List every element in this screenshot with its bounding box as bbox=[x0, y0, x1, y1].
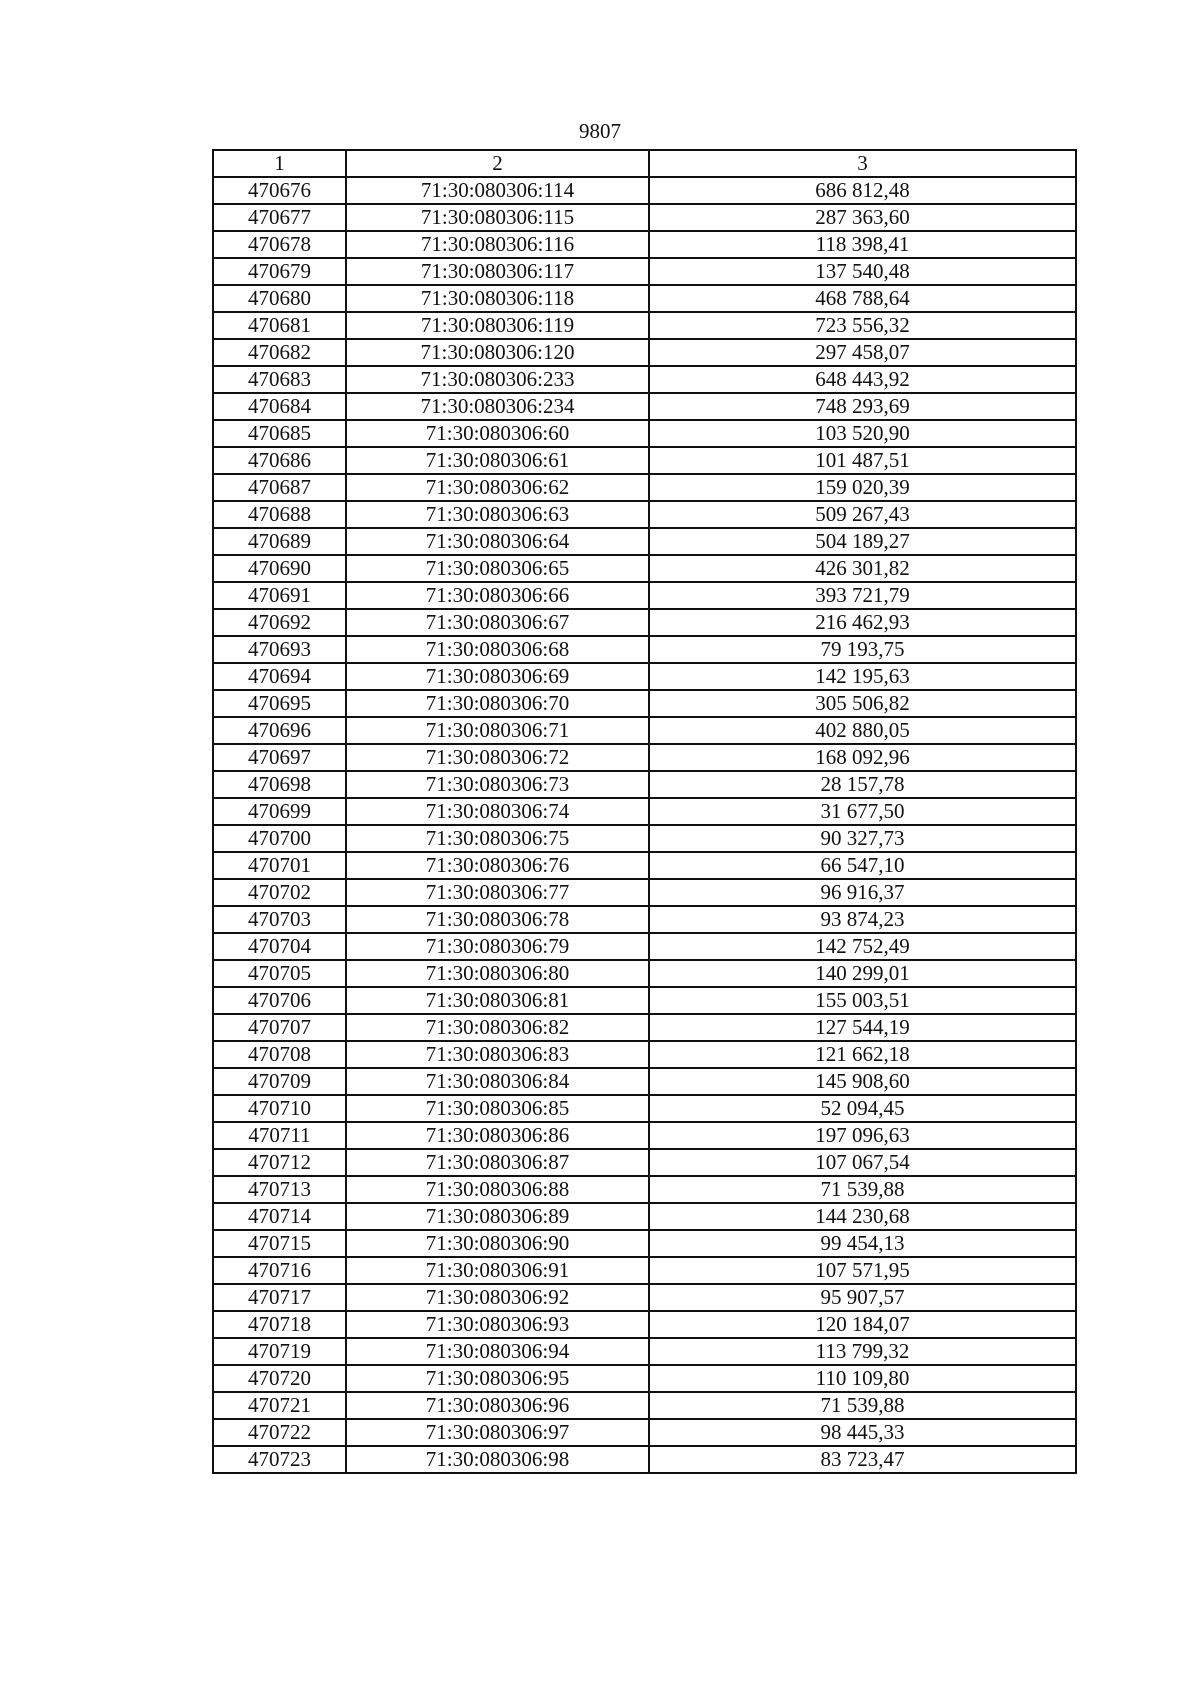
table-row bbox=[213, 1230, 1076, 1257]
table-row bbox=[213, 528, 1076, 555]
table-cell: 71:30:080306:95 bbox=[346, 1365, 649, 1392]
table-row bbox=[213, 1095, 1076, 1122]
table-cell: 71:30:080306:81 bbox=[346, 987, 649, 1014]
table-cell: 470696 bbox=[213, 717, 346, 744]
table-cell: 79 193,75 bbox=[649, 636, 1076, 663]
table-cell: 426 301,82 bbox=[649, 555, 1076, 582]
table-cell: 470701 bbox=[213, 852, 346, 879]
table-cell: 101 487,51 bbox=[649, 447, 1076, 474]
table-cell: 71:30:080306:68 bbox=[346, 636, 649, 663]
table-cell: 103 520,90 bbox=[649, 420, 1076, 447]
table-row bbox=[213, 393, 1076, 420]
table-cell: 71:30:080306:82 bbox=[346, 1014, 649, 1041]
table-header bbox=[213, 150, 1076, 177]
table-cell: 110 109,80 bbox=[649, 1365, 1076, 1392]
table-cell: 98 445,33 bbox=[649, 1419, 1076, 1446]
table-cell: 71:30:080306:90 bbox=[346, 1230, 649, 1257]
table-row bbox=[213, 474, 1076, 501]
table-row bbox=[213, 933, 1076, 960]
table-cell: 470697 bbox=[213, 744, 346, 771]
table-cell: 71:30:080306:83 bbox=[346, 1041, 649, 1068]
table-cell: 71:30:080306:74 bbox=[346, 798, 649, 825]
table-cell: 470709 bbox=[213, 1068, 346, 1095]
data-table bbox=[212, 149, 1077, 1474]
table-cell: 470693 bbox=[213, 636, 346, 663]
table-cell: 71:30:080306:70 bbox=[346, 690, 649, 717]
table-cell: 142 195,63 bbox=[649, 663, 1076, 690]
column-header: 3 bbox=[649, 150, 1076, 177]
table-cell: 468 788,64 bbox=[649, 285, 1076, 312]
table-cell: 470691 bbox=[213, 582, 346, 609]
table-row bbox=[213, 582, 1076, 609]
table-cell: 83 723,47 bbox=[649, 1446, 1076, 1473]
table-cell: 71:30:080306:234 bbox=[346, 393, 649, 420]
table-cell: 71:30:080306:60 bbox=[346, 420, 649, 447]
table-cell: 140 299,01 bbox=[649, 960, 1076, 987]
table-cell: 470689 bbox=[213, 528, 346, 555]
table-row bbox=[213, 555, 1076, 582]
table-cell: 470695 bbox=[213, 690, 346, 717]
table-cell: 71:30:080306:71 bbox=[346, 717, 649, 744]
table-cell: 470713 bbox=[213, 1176, 346, 1203]
table-cell: 470714 bbox=[213, 1203, 346, 1230]
table-cell: 470703 bbox=[213, 906, 346, 933]
table-row bbox=[213, 1392, 1076, 1419]
table-cell: 197 096,63 bbox=[649, 1122, 1076, 1149]
table-cell: 71:30:080306:114 bbox=[346, 177, 649, 204]
table-cell: 305 506,82 bbox=[649, 690, 1076, 717]
page-number: 9807 bbox=[579, 119, 621, 143]
table-cell: 71 539,88 bbox=[649, 1392, 1076, 1419]
table-cell: 71:30:080306:63 bbox=[346, 501, 649, 528]
table-cell: 168 092,96 bbox=[649, 744, 1076, 771]
table-row bbox=[213, 1257, 1076, 1284]
table-cell: 71:30:080306:76 bbox=[346, 852, 649, 879]
table-cell: 71:30:080306:86 bbox=[346, 1122, 649, 1149]
table-row bbox=[213, 258, 1076, 285]
table-cell: 470684 bbox=[213, 393, 346, 420]
table-cell: 470708 bbox=[213, 1041, 346, 1068]
table-cell: 71:30:080306:91 bbox=[346, 1257, 649, 1284]
table-cell: 470694 bbox=[213, 663, 346, 690]
table-row bbox=[213, 204, 1076, 231]
table-cell: 470690 bbox=[213, 555, 346, 582]
table-row bbox=[213, 501, 1076, 528]
table-row bbox=[213, 879, 1076, 906]
table-cell: 71:30:080306:88 bbox=[346, 1176, 649, 1203]
table-cell: 71:30:080306:75 bbox=[346, 825, 649, 852]
table-row bbox=[213, 744, 1076, 771]
table-cell: 470676 bbox=[213, 177, 346, 204]
table-row bbox=[213, 420, 1076, 447]
table-cell: 71:30:080306:117 bbox=[346, 258, 649, 285]
table-cell: 66 547,10 bbox=[649, 852, 1076, 879]
table-row bbox=[213, 1014, 1076, 1041]
table-cell: 470721 bbox=[213, 1392, 346, 1419]
table-cell: 145 908,60 bbox=[649, 1068, 1076, 1095]
table-cell: 155 003,51 bbox=[649, 987, 1076, 1014]
table-cell: 470700 bbox=[213, 825, 346, 852]
table-cell: 96 916,37 bbox=[649, 879, 1076, 906]
table-cell: 71:30:080306:73 bbox=[346, 771, 649, 798]
table-cell: 393 721,79 bbox=[649, 582, 1076, 609]
table-cell: 470711 bbox=[213, 1122, 346, 1149]
table-cell: 71:30:080306:64 bbox=[346, 528, 649, 555]
table-cell: 470678 bbox=[213, 231, 346, 258]
header-row bbox=[213, 150, 1076, 177]
table-cell: 71:30:080306:120 bbox=[346, 339, 649, 366]
table-cell: 470692 bbox=[213, 609, 346, 636]
table-cell: 159 020,39 bbox=[649, 474, 1076, 501]
table-cell: 71:30:080306:72 bbox=[346, 744, 649, 771]
table-row bbox=[213, 663, 1076, 690]
table-cell: 470698 bbox=[213, 771, 346, 798]
table-cell: 71:30:080306:94 bbox=[346, 1338, 649, 1365]
table-cell: 71:30:080306:65 bbox=[346, 555, 649, 582]
table-row bbox=[213, 717, 1076, 744]
table-row bbox=[213, 231, 1076, 258]
table-row bbox=[213, 1068, 1076, 1095]
table-cell: 142 752,49 bbox=[649, 933, 1076, 960]
table-row bbox=[213, 1041, 1076, 1068]
table-cell: 71:30:080306:119 bbox=[346, 312, 649, 339]
table-row bbox=[213, 1365, 1076, 1392]
table-cell: 99 454,13 bbox=[649, 1230, 1076, 1257]
table-row bbox=[213, 771, 1076, 798]
table-cell: 71:30:080306:85 bbox=[346, 1095, 649, 1122]
table-cell: 470720 bbox=[213, 1365, 346, 1392]
table-row bbox=[213, 825, 1076, 852]
table-cell: 470716 bbox=[213, 1257, 346, 1284]
table-cell: 470704 bbox=[213, 933, 346, 960]
table-row bbox=[213, 1419, 1076, 1446]
table-cell: 71:30:080306:67 bbox=[346, 609, 649, 636]
table-row bbox=[213, 636, 1076, 663]
table-cell: 509 267,43 bbox=[649, 501, 1076, 528]
table-row bbox=[213, 1122, 1076, 1149]
table-cell: 107 571,95 bbox=[649, 1257, 1076, 1284]
table-cell: 71:30:080306:92 bbox=[346, 1284, 649, 1311]
table-cell: 71:30:080306:98 bbox=[346, 1446, 649, 1473]
table-cell: 144 230,68 bbox=[649, 1203, 1076, 1230]
table-cell: 93 874,23 bbox=[649, 906, 1076, 933]
table-cell: 470719 bbox=[213, 1338, 346, 1365]
table-cell: 118 398,41 bbox=[649, 231, 1076, 258]
table-row bbox=[213, 1284, 1076, 1311]
table-cell: 107 067,54 bbox=[649, 1149, 1076, 1176]
table-cell: 470685 bbox=[213, 420, 346, 447]
table-cell: 297 458,07 bbox=[649, 339, 1076, 366]
table-cell: 90 327,73 bbox=[649, 825, 1076, 852]
table-row bbox=[213, 960, 1076, 987]
table-row bbox=[213, 177, 1076, 204]
table-cell: 470681 bbox=[213, 312, 346, 339]
table-cell: 137 540,48 bbox=[649, 258, 1076, 285]
table-row bbox=[213, 1338, 1076, 1365]
table-cell: 71:30:080306:84 bbox=[346, 1068, 649, 1095]
table-cell: 648 443,92 bbox=[649, 366, 1076, 393]
table-row bbox=[213, 366, 1076, 393]
table-cell: 71:30:080306:62 bbox=[346, 474, 649, 501]
table-cell: 71:30:080306:69 bbox=[346, 663, 649, 690]
table-row bbox=[213, 852, 1076, 879]
table-cell: 71:30:080306:79 bbox=[346, 933, 649, 960]
table-cell: 470688 bbox=[213, 501, 346, 528]
column-header: 1 bbox=[213, 150, 346, 177]
table-cell: 470683 bbox=[213, 366, 346, 393]
table-cell: 748 293,69 bbox=[649, 393, 1076, 420]
table-cell: 402 880,05 bbox=[649, 717, 1076, 744]
table-row bbox=[213, 1311, 1076, 1338]
table-cell: 71:30:080306:77 bbox=[346, 879, 649, 906]
table-cell: 127 544,19 bbox=[649, 1014, 1076, 1041]
table-row bbox=[213, 285, 1076, 312]
table-cell: 686 812,48 bbox=[649, 177, 1076, 204]
table-cell: 120 184,07 bbox=[649, 1311, 1076, 1338]
table-cell: 52 094,45 bbox=[649, 1095, 1076, 1122]
table-row bbox=[213, 1446, 1076, 1473]
table-row bbox=[213, 312, 1076, 339]
table-cell: 470717 bbox=[213, 1284, 346, 1311]
table-cell: 470686 bbox=[213, 447, 346, 474]
table-cell: 470705 bbox=[213, 960, 346, 987]
table-row bbox=[213, 609, 1076, 636]
table-cell: 470680 bbox=[213, 285, 346, 312]
table-cell: 113 799,32 bbox=[649, 1338, 1076, 1365]
table-cell: 470679 bbox=[213, 258, 346, 285]
table-cell: 71:30:080306:93 bbox=[346, 1311, 649, 1338]
table-cell: 71:30:080306:233 bbox=[346, 366, 649, 393]
table-cell: 470687 bbox=[213, 474, 346, 501]
table-cell: 216 462,93 bbox=[649, 609, 1076, 636]
table-cell: 470699 bbox=[213, 798, 346, 825]
table-cell: 470682 bbox=[213, 339, 346, 366]
table-cell: 71:30:080306:97 bbox=[346, 1419, 649, 1446]
table-cell: 470712 bbox=[213, 1149, 346, 1176]
table-cell: 723 556,32 bbox=[649, 312, 1076, 339]
table-row bbox=[213, 798, 1076, 825]
table-cell: 95 907,57 bbox=[649, 1284, 1076, 1311]
table-cell: 470723 bbox=[213, 1446, 346, 1473]
table-body bbox=[213, 177, 1076, 1473]
table-cell: 71:30:080306:61 bbox=[346, 447, 649, 474]
table-cell: 31 677,50 bbox=[649, 798, 1076, 825]
table-cell: 470710 bbox=[213, 1095, 346, 1122]
table-cell: 71:30:080306:115 bbox=[346, 204, 649, 231]
table-cell: 470707 bbox=[213, 1014, 346, 1041]
table-row bbox=[213, 1149, 1076, 1176]
table-cell: 470718 bbox=[213, 1311, 346, 1338]
table-cell: 71:30:080306:118 bbox=[346, 285, 649, 312]
table-row bbox=[213, 987, 1076, 1014]
table-row bbox=[213, 690, 1076, 717]
table-cell: 28 157,78 bbox=[649, 771, 1076, 798]
table-cell: 470702 bbox=[213, 879, 346, 906]
table-cell: 470715 bbox=[213, 1230, 346, 1257]
table-cell: 287 363,60 bbox=[649, 204, 1076, 231]
table-cell: 71:30:080306:87 bbox=[346, 1149, 649, 1176]
table-cell: 470677 bbox=[213, 204, 346, 231]
table-row bbox=[213, 1176, 1076, 1203]
table-cell: 470706 bbox=[213, 987, 346, 1014]
table-row bbox=[213, 906, 1076, 933]
table-cell: 71 539,88 bbox=[649, 1176, 1076, 1203]
table-cell: 71:30:080306:80 bbox=[346, 960, 649, 987]
table-row bbox=[213, 339, 1076, 366]
table-cell: 71:30:080306:89 bbox=[346, 1203, 649, 1230]
table-row bbox=[213, 447, 1076, 474]
table-row bbox=[213, 1203, 1076, 1230]
table-cell: 71:30:080306:116 bbox=[346, 231, 649, 258]
table-cell: 71:30:080306:66 bbox=[346, 582, 649, 609]
table-cell: 470722 bbox=[213, 1419, 346, 1446]
table-cell: 71:30:080306:78 bbox=[346, 906, 649, 933]
table-cell: 504 189,27 bbox=[649, 528, 1076, 555]
table-cell: 121 662,18 bbox=[649, 1041, 1076, 1068]
table-cell: 71:30:080306:96 bbox=[346, 1392, 649, 1419]
column-header: 2 bbox=[346, 150, 649, 177]
